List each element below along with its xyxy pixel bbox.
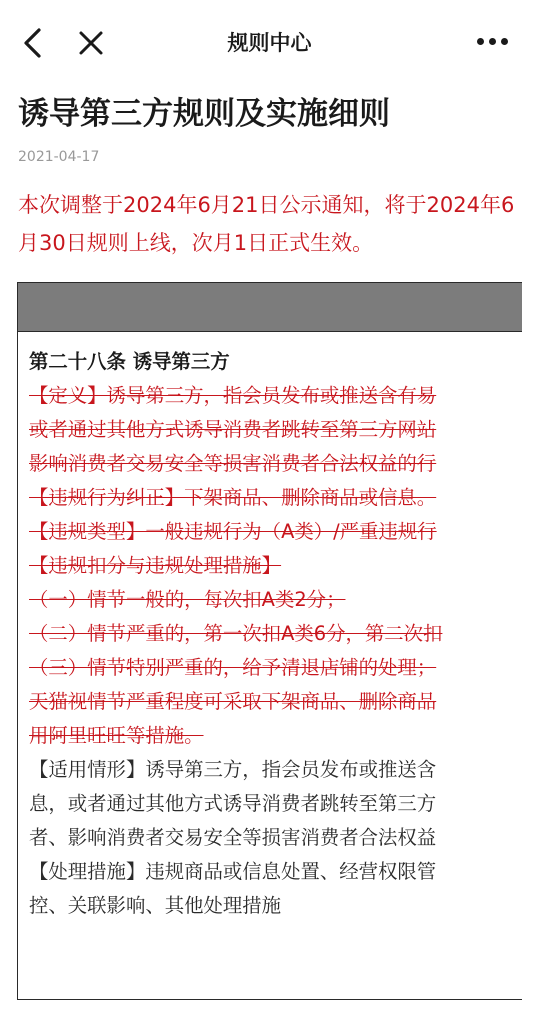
nav-title: 规则中心 bbox=[227, 31, 312, 55]
rule-content-frame bbox=[17, 282, 522, 1000]
publish-date: 2021-04-17 bbox=[18, 149, 100, 165]
body-line: 者、影响消费者交易安全等损害消费者合法权益 bbox=[29, 826, 437, 849]
struck-line: （一）情节一般的，每次扣A类2分； bbox=[29, 588, 346, 611]
page-title: 诱导第三方规则及实施细则 bbox=[18, 96, 390, 132]
body-line: 息，或者通过其他方式诱导消费者跳转至第三方 bbox=[29, 792, 437, 815]
nav-bar bbox=[0, 0, 539, 84]
content-header-bar bbox=[18, 283, 522, 332]
struck-line: 天猫视情节严重程度可采取下架商品、删除商品 bbox=[29, 690, 437, 713]
body-line: 【处理措施】违规商品或信息处置、经营权限管 bbox=[29, 860, 437, 883]
struck-line: 【违规扣分与违规处理措施】 bbox=[29, 554, 282, 577]
struck-line: （二）情节严重的，第一次扣A类6分，第二次扣 bbox=[29, 622, 443, 645]
update-notice: 本次调整于2024年6月21日公示通知，将于2024年6月30日规则上线，次月1日正式生效。 bbox=[18, 193, 515, 255]
struck-line: 【定义】诱导第三方，指会员发布或推送含有易 bbox=[29, 384, 437, 407]
struck-line: 【违规行为纠正】下架商品、删除商品或信息。 bbox=[29, 486, 437, 509]
struck-line: 影响消费者交易安全等损害消费者合法权益的行 bbox=[29, 452, 437, 475]
body-line: 控、关联影响、其他处理措施 bbox=[29, 894, 282, 917]
content-body bbox=[18, 332, 522, 923]
body-line: 【适用情形】诱导第三方，指会员发布或推送含 bbox=[29, 758, 437, 781]
article-heading: 第二十八条 诱导第三方 bbox=[29, 350, 230, 373]
struck-line: （三）情节特别严重的，给予清退店铺的处理； bbox=[29, 656, 437, 679]
struck-line: 【违规类型】一般违规行为（A类）/严重违规行 bbox=[29, 520, 437, 543]
struck-line: 或者通过其他方式诱导消费者跳转至第三方网站 bbox=[29, 418, 437, 441]
more-icon[interactable] bbox=[477, 30, 517, 50]
struck-line: 用阿里旺旺等措施。 bbox=[29, 724, 204, 747]
